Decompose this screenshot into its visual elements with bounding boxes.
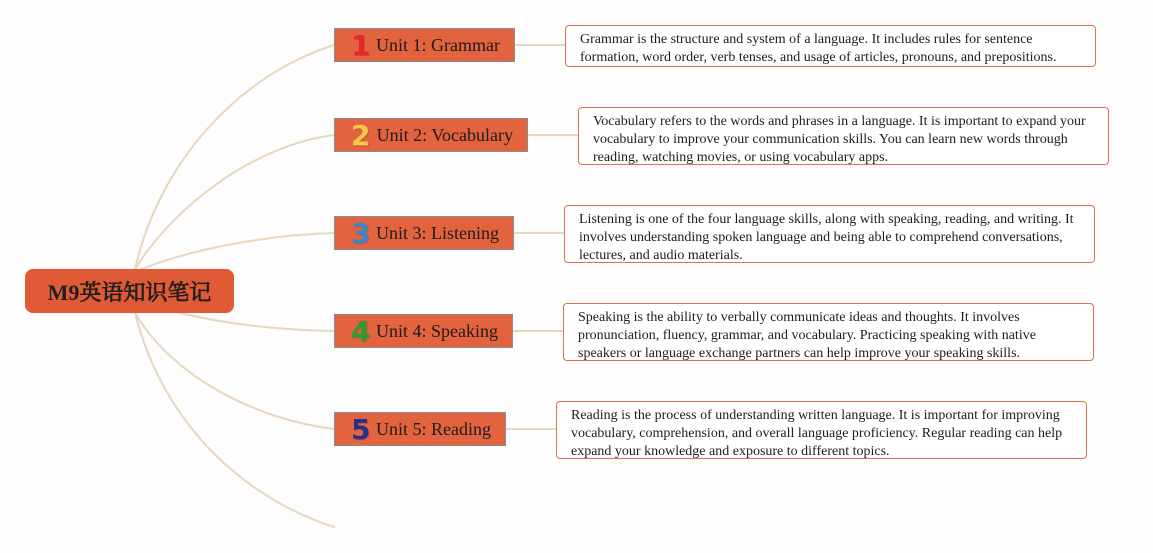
note-speaking[interactable] bbox=[563, 303, 1094, 361]
unit-label: Unit 3: Listening bbox=[376, 222, 499, 243]
number-3-icon: 3 bbox=[351, 217, 371, 250]
number-2-icon: 2 bbox=[351, 119, 371, 152]
connector-root-unit2 bbox=[135, 135, 334, 269]
connector-root-extra bbox=[135, 313, 334, 527]
note-reading[interactable] bbox=[556, 401, 1087, 459]
connector-root-unit4 bbox=[180, 313, 334, 331]
note-text: Vocabulary refers to the words and phrases in a language. It is important to expand your vocabulary to improve your communication skills. You can learn new words through reading, watching movies, or using vocabulary apps. bbox=[593, 114, 1086, 165]
note-text: Listening is one of the four language skills, along with speaking, reading, and writing. It involves understanding spoken language and being able to comprehend conversations, lectures, and audio materials. bbox=[579, 212, 1074, 263]
note-text: Reading is the process of understanding written language. It is important for improving vocabulary, comprehension, and overall language proficiency. Regular reading can help expand your knowledge and exposure to different topics. bbox=[571, 408, 1063, 459]
connector-root-unit3 bbox=[135, 233, 334, 272]
note-vocabulary[interactable] bbox=[578, 107, 1109, 165]
note-grammar[interactable] bbox=[565, 25, 1096, 67]
note-text: Speaking is the ability to verbally communicate ideas and thoughts. It involves pronunciation, fluency, grammar, and vocabulary. Practicing speaking with native speakers or language exchange partners can help improve your speaking skills. bbox=[578, 310, 1036, 361]
unit-node-speaking[interactable] bbox=[334, 314, 513, 348]
number-5-icon: 5 bbox=[351, 413, 371, 446]
note-listening[interactable] bbox=[564, 205, 1095, 263]
number-4-icon: 4 bbox=[351, 315, 371, 348]
unit-node-vocabulary[interactable] bbox=[334, 118, 528, 152]
unit-label: Unit 4: Speaking bbox=[376, 320, 498, 341]
note-text: Grammar is the structure and system of a language. It includes rules for sentence formation, word order, verb tenses, and usage of articles, pronouns, and prepositions. bbox=[580, 32, 1057, 65]
number-1-icon: 1 bbox=[351, 29, 371, 62]
unit-node-grammar[interactable] bbox=[334, 28, 515, 62]
unit-node-listening[interactable] bbox=[334, 216, 514, 250]
unit-label: Unit 2: Vocabulary bbox=[376, 124, 513, 145]
unit-label: Unit 1: Grammar bbox=[376, 34, 500, 55]
root-node[interactable] bbox=[25, 269, 234, 313]
unit-node-reading[interactable] bbox=[334, 412, 506, 446]
root-title: M9英语知识笔记 bbox=[47, 279, 212, 305]
unit-label: Unit 5: Reading bbox=[376, 418, 491, 439]
